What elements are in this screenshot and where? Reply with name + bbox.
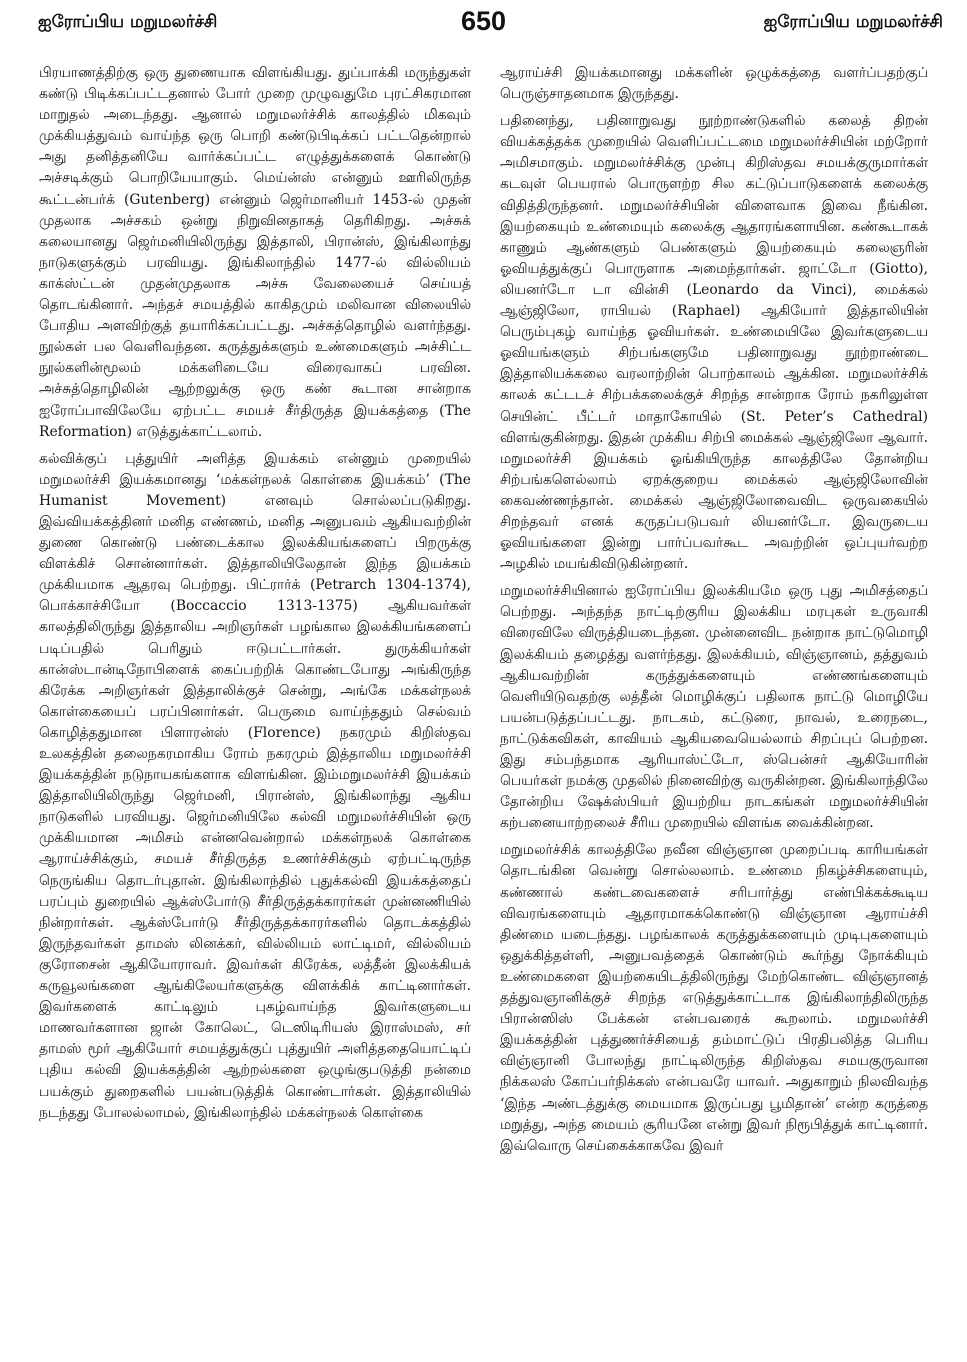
paragraph: மறுமலர்ச்சிக் காலத்திலே நவீன விஞ்ஞான முறைப்படி காரியங்கள் தொடங்கின வென்று சொல்லலாம். உண்மை நிகழ்ச்சிகளையும், கண்ணால் கண்டவைகளைச் சரிபார்த்து எண்பிக்கக்கூடிய விவரங்களையும் ஆதாரமாகக்கொண்டு விஞ்ஞான ஆராய்ச்சி திண்மை யடைந்தது. பழங்காலக் கருத்துக்களையும் முடிபுகளையும் ஒதுக்கித்தள்ளி, அனுபவத்தைக் கொண்டும் கூர்ந்து நோக்கியும் உண்மைகளை இயற்கையிடத்திலிருந்து மேற்கொண்ட விஞ்ஞானத் தத்துவஞானிக்குச் சிறந்த எடுத்துக்காட்டாக இங்கிலாந்திலிருந்த பிரான்ஸிஸ் பேக்கன் என்பவரைக் கூறலாம். மறுமலர்ச்சி இயக்கத்தின் புத்துணர்ச்சியைத் தம்மாட்டுப் பிரதிபலித்த பெரிய விஞ்ஞானி போலந்து நாட்டிலிருந்த கிறிஸ்தவ சமயகுருவான நிக்கலஸ் கோப்பர்நிக்கஸ் என்பவரே யாவர். அதுகாறும் நிலவிவந்த ‘இந்த அண்டத்துக்கு மையமாக இருப்பது பூமிதான்’ என்ற கருத்தை மறுத்து, அந்த மையம் சூரியனே என்று இவர் நிரூபித்துக் காட்டினார். இவ்வொரு செய்கைக்காகவே இவர் (500, 842, 928, 1154)
running-title-right: ஐரோப்பிய மறுமலர்ச்சி (763, 12, 943, 32)
left-column (39, 63, 471, 1353)
running-title-left: ஐரோப்பிய மறுமலர்ச்சி (38, 12, 218, 32)
page-number: 650 (460, 6, 507, 36)
paragraph: பதினைந்து, பதினாறுவது நூற்றாண்டுகளில் கலைத் திறன் வியக்கத்தக்க முறையில் வெளிப்பட்டமை மறுமலர்ச்சியின் மற்றோர் அமிசமாகும். மறுமலர்ச்சிக்கு முன்பு கிறிஸ்தவ சமயக்குருமார்கள் கடவுள் பெயரால் பொருளற்ற சில கட்டுப்பாடுகளைக் கலைக்கு விதித்திருந்தனர். மறுமலர்ச்சியின் விளைவாக இவை நீங்கின. இயற்கையும் உண்மையும் கலைக்கு ஆதாரங்களாயின. கண்கூடாகக் காணும் ஆண்களும் பெண்களும் இயற்கையும் கலைஞரின் ஓவியத்துக்குப் பொருளாக அமைந்தார்கள். ஜாட்டோ (Giotto), லியனர்டோ டா வின்சி (Leonardo da Vinci), மைக்கல் ஆஞ்ஜிலோ, ராபியல் (Raphael) ஆகியோர் இத்தாலியின் பெரும்புகழ் வாய்ந்த ஓவியர்கள். உண்மையிலே இவர்களுடைய ஓவியங்களும் சிற்பங்களுமே பதினாறுவது நூற்றாண்டை இத்தாலியக்கலை வரலாற்றின் பொற்காலம் ஆக்கின. மறுமலர்ச்சிக் காலக் கட்டடச் சிற்பக்கலைக்குச் சிறந்த சான்றாக ரோம் நகரிலுள்ள செயின்ட் பீட்டர் மாதாகோயில் (St. Peter’s Cathedral) விளங்குகின்றது. இதன் முக்கிய சிற்பி மைக்கல் ஆஞ்ஜிலோ ஆவார். மறுமலர்ச்சி இயக்கம் ஓங்கியிருந்த காலத்திலே தோன்றிய சிற்பங்களெல்லாம் ஏறக்குறைய மைக்கல் ஆஞ்ஜிலோவின் கைவண்ணந்தான். மைக்கல் ஆஞ்ஜிலோவைவிட ஒருவகையில் சிறந்தவர் எனக் கருதப்படுபவர் லியனர்டோ. இவருடைய ஓவியங்களை இன்று பார்ப்பவர்கூட அவற்றின் ஒப்புயர்வற்ற அழகில் மயங்கிவிடுகின்றனர். (500, 113, 928, 573)
paragraph: கல்விக்குப் புத்துயிர் அளித்த இயக்கம் என்னும் முறையில் மறுமலர்ச்சி இயக்கமானது ‘மக்கள்நலக் கொள்கை இயக்கம்’ (The Humanist Movement) எனவும் சொல்லப்படுகிறது. இவ்வியக்கத்தினர் மனித எண்ணம், மனித அனுபவம் ஆகியவற்றின் துணை கொண்டு பண்டைக்கால இலக்கியங்களைப் பிறருக்கு விளக்கிச் சொன்னார்கள். இத்தாலியிலேதான் இந்த இயக்கம் முக்கியமாக ஆதரவு பெற்றது. பிட்ரார்க் (Petrarch 1304-1374), பொக்காச்சியோ (Boccaccio 1313-1375) ஆகியவர்கள் காலத்திலிருந்து இத்தாலிய அறிஞர்கள் பழங்கால இலக்கியங்களைப் படிப்பதில் பெரிதும் ஈடுபட்டார்கள். துருக்கியர்கள் கான்ஸ்டான்டிநோபிளைக் கைப்பற்றிக் கொண்டபோது அங்கிருந்த கிரேக்க அறிஞர்கள் இத்தாலிக்குச் சென்று, அங்கே மக்கள்நலக் கொள்கையைப் பரப்பினார்கள். பெருமை வாய்ந்ததும் செல்வம் கொழித்ததுமான பிளாரன்ஸ் (Florence) நகரமும் கிறிஸ்தவ உலகத்தின் தலைநகரமாகிய ரோம் நகரமும் இத்தாலிய மறுமலர்ச்சி இயக்கத்தின் நடுநாயகங்களாக விளங்கின. இம்மறுமலர்ச்சி இயக்கம் இத்தாலியிலிருந்து ஜெர்மனி, பிரான்ஸ், இங்கிலாந்து ஆகிய நாடுகளில் பரவியது. ஜெர்மனியிலே கல்வி மறுமலர்ச்சியின் ஒரு முக்கியமான அமிசம் என்னவென்றால் மக்கள்நலக் கொள்கை ஆராய்ச்சிக்கும், சமயச் சீர்திருத்த உணர்ச்சிக்கும் ஏற்பட்டிருந்த நெருங்கிய தொடர்புதான். இங்கிலாந்தில் புதுக்கல்வி இயக்கத்தைப் பரப்பும் துறையில் ஆக்ஸ்போர்டு சீர்திருத்தக்காரர்கள் முன்னணியில் நின்றார்கள். ஆக்ஸ்போர்டு சீர்திருத்தக்காரர்களில் தொடக்கத்தில் இருந்தவர்கள் தாமஸ் லினக்கர், வில்லியம் லாட்டிமர், வில்லியம் குரோசைன் ஆகியோராவர். இவர்கள் கிரேக்க, லத்தீன் இலக்கியக் கருவூலங்களை ஆங்கிலேயர்களுக்கு விளக்கிக் காட்டினார்கள். இவர்களைக் காட்டிலும் புகழ்வாய்ந்த இவர்களுடைய மாணவர்களான ஜான் கோலெட், டெஸிடிரியஸ் இராஸ்மஸ், சர் தாமஸ் மூர் ஆகியோர் சமயத்துக்குப் புத்துயிர் அளித்ததையொட்டிப் புதிய கல்வி இயக்கத்தின் ஆற்றல்களை ஒழுங்குபடுத்தி நன்மை பயக்கும் துறைகளில் பயன்படுத்திக் கொண்டார்கள். இத்தாலியில் நடந்தது போலல்லாமல், இங்கிலாந்தில் மக்கள்நலக் கொள்கை (39, 450, 471, 1121)
paragraph: மறுமலர்ச்சியினால் ஐரோப்பிய இலக்கியமே ஒரு புது அமிசத்தைப் பெற்றது. அந்தந்த நாட்டிற்குரிய இலக்கிய மரபுகள் உருவாகி விரைவிலே விருத்தியடைந்தன. முன்னைவிட நன்றாக நாட்டுமொழி இலக்கியம் தழைத்து வளர்ந்தது. இலக்கியம், விஞ்ஞானம், தத்துவம் ஆகியவற்றின் கருத்துக்களையும் எண்ணங்களையும் வெளியிடுவதற்கு லத்தீன் மொழிக்குப் பதிலாக நாட்டு மொழியே பயன்படுத்தப்பட்டது. நாடகம், கட்டுரை, நாவல், உரைநடை, நாட்டுக்கவிகள், காவியம் ஆகியவையெல்லாம் சிறப்புப் பெற்றன. இது சம்பந்தமாக ஆரியாஸ்ட்டோ, ஸ்பென்சர் ஆகியோரின் பெயர்கள் நமக்கு முதலில் நினைவிற்கு வருகின்றன. இங்கிலாந்திலே தோன்றிய ஷேக்ஸ்பியர் இயற்றிய நாடகங்கள் மறுமலர்ச்சியின் கற்பனையாற்றலைச் சீரிய முறையில் விளங்க வைக்கின்றன. (500, 583, 928, 832)
paragraph: பிரயாணத்திற்கு ஒரு துணையாக விளங்கியது. துப்பாக்கி மருந்துகள் கண்டு பிடிக்கப்பட்டதனால் போர் முறை முழுவதுமே புரட்சிகரமான மாறுதல் அடைந்தது. ஆனால் மறுமலர்ச்சிக் காலத்தில் மிகவும் முக்கியத்துவம் வாய்ந்த ஒரு பொறி கண்டுபிடிக்கப் பட்டதென்றால் அது தனித்தனியே வார்க்கப்பட்ட எழுத்துக்களைக் கொண்டு அச்சடிக்கும் பொறியேயாகும். மெய்ன்ஸ் என்னும் ஊரிலிருந்த கூட்டன்பர்க் (Gutenberg) என்னும் ஜெர்மானியர் 1453-ல் முதன் முதலாக அச்சகம் ஒன்று நிறுவினதாகத் தெரிகிறது. அச்சுக் கலையானது ஜெர்மனியிலிருந்து இத்தாலி, பிரான்ஸ், இங்கிலாந்து நாடுகளுக்கும் பரவியது. இங்கிலாந்தில் 1477-ல் வில்லியம் காக்ஸ்ட்டன் முதன்முதலாக அச்சு வேலையைச் செய்யத் தொடங்கினார். அந்தச் சமயத்தில் காகிதமும் மலிவான விலையில் போதிய அளவிற்குத் தயாரிக்கப்பட்டது. அச்சுத்தொழில் வளர்ந்தது. நூல்கள் பல வெளிவந்தன. கருத்துக்களும் உண்மைகளும் அச்சிட்ட நூல்களின்மூலம் மக்களிடையே விரைவாகப் பரவின. அச்சுத்தொழிலின் ஆற்றலுக்கு ஒரு கண் கூடான சான்றாக ஐரோப்பாவிலேயே ஏற்பட்ட சமயச் சீர்திருத்த இயக்கத்தை (The Reformation) எடுத்துக்காட்டலாம். (39, 65, 471, 440)
page-header (0, 0, 967, 48)
paragraph: ஆராய்ச்சி இயக்கமானது மக்களின் ஒழுக்கத்தை வளர்ப்பதற்குப் பெருஞ்சாதனமாக இருந்தது. (500, 65, 928, 103)
right-column (500, 63, 928, 1353)
